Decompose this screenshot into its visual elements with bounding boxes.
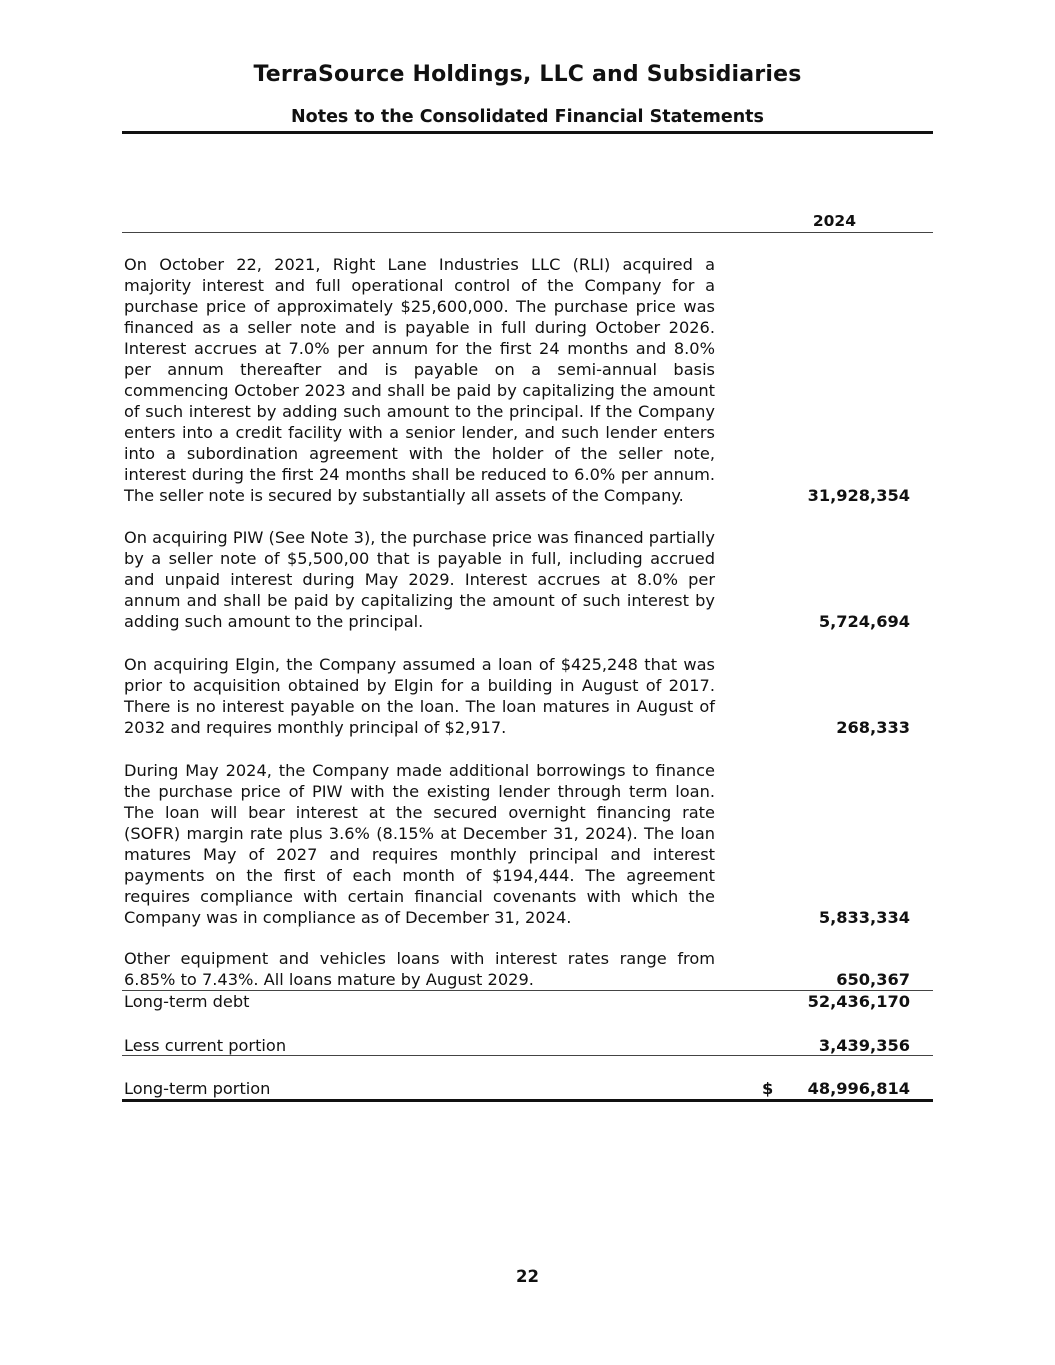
current-portion-label: Less current portion xyxy=(124,1036,287,1055)
statement-title: Notes to the Consolidated Financial Statements xyxy=(291,107,764,127)
debt-item-amount: 268,333 xyxy=(836,718,910,737)
total-debt-label: Long-term debt xyxy=(124,992,250,1011)
column-header-rule xyxy=(122,232,933,233)
long-term-portion-amount: 48,996,814 xyxy=(807,1079,910,1098)
currency-symbol: $ xyxy=(762,1079,774,1098)
debt-item-description: On acquiring Elgin, the Company assumed a loan of $425,248 that was prior to acquisition obtained by Elgin for a building in August of 2017. There is no interest payable on the loan. The loan matures in August of 2032 and requires monthly principal of $2,917. xyxy=(124,655,715,737)
debt-item-description: On acquiring PIW (See Note 3), the purchase price was financed partially by a seller note of $5,500,00 that is payable in full, including accrued and unpaid interest during May 2029. Interest accrues at 8.0% per annum and shall be paid by capitalizing the amount of such interest by adding such amount to the principal. xyxy=(124,528,715,631)
debt-item-description: Other equipment and vehicles loans with interest rates range from 6.85% to 7.43%. All loans mature by August 2029. xyxy=(124,949,715,989)
header-rule xyxy=(122,131,933,134)
company-title: TerraSource Holdings, LLC and Subsidiaries xyxy=(253,62,802,87)
debt-item-description: On October 22, 2021, Right Lane Industries LLC (RLI) acquired a majority interest and full operational control of the Company for a purchase price of approximately $25,600,000. The purchase price was financed as a seller note and is payable in full during October 2026. Interest accrues at 7.0% per annum for the first 24 months and 8.0% per annum thereafter and is payable on a semi-annual basis commencing October 2023 and shall be paid by capitalizing the amount of such interest by adding such amount to the principal. If the Company enters into a credit facility with a senior lender, and such lender enters into a subordination agreement with the holder of the seller note, interest during the first 24 months shall be reduced to 6.0% per annum. The seller note is secured by substantially all assets of the Company. xyxy=(124,255,715,505)
debt-item-amount: 5,833,334 xyxy=(818,908,910,927)
debt-item-description: During May 2024, the Company made additional borrowings to finance the purchase price of PIW with the existing lender through term loan. The loan will bear interest at the secured overnight financing rate (SOFR) margin rate plus 3.6% (8.15% at December 31, 2024). The loan matures May of 2027 and requires monthly principal and interest payments on the first of each month of $194,444. The agreement requires compliance with certain financial covenants with which the Company was in compliance as of December 31, 2024. xyxy=(124,761,715,927)
column-header-year: 2024 xyxy=(812,212,856,230)
debt-item-amount: 31,928,354 xyxy=(807,486,910,505)
current-portion-rule xyxy=(122,1055,933,1056)
long-term-portion-label: Long-term portion xyxy=(124,1079,271,1098)
final-total-rule xyxy=(122,1099,933,1102)
page-number: 22 xyxy=(516,1267,539,1286)
total-debt-amount: 52,436,170 xyxy=(807,992,910,1011)
debt-item-amount: 650,367 xyxy=(836,970,910,989)
current-portion-amount: 3,439,356 xyxy=(818,1036,910,1055)
debt-item-amount: 5,724,694 xyxy=(818,612,910,631)
